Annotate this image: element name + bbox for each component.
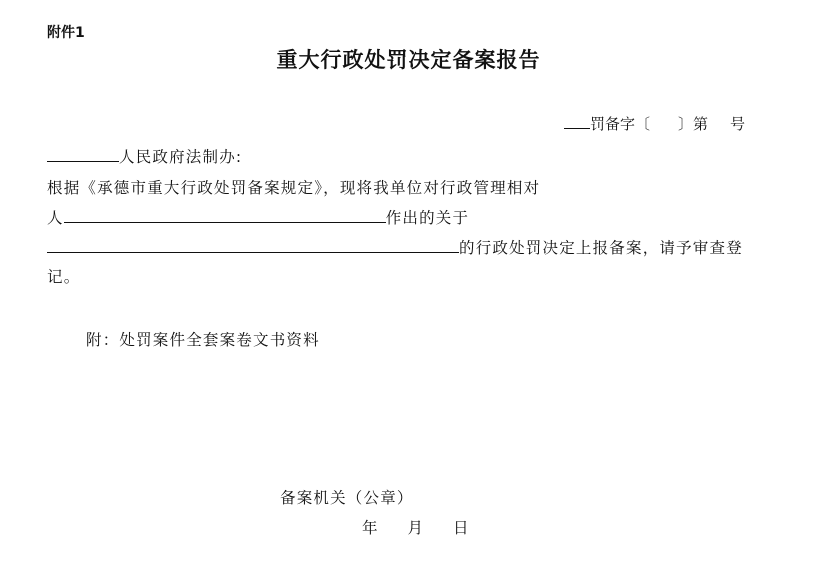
party-blank <box>64 208 386 223</box>
date-line <box>362 516 469 538</box>
doc-number-middle: 〕第 <box>678 115 709 133</box>
body-line-1: 根据《承德市重大行政处罚备案规定》，现将我单位对行政管理相对 <box>47 179 541 197</box>
body-line-2-end: 作出的关于 <box>385 209 470 227</box>
body-line-4: 记。 <box>47 268 81 286</box>
body-line-3-end: 的行政处罚决定上报备案，请予审查登 <box>459 239 743 257</box>
addressee-blank <box>47 147 119 162</box>
matter-blank <box>47 238 459 253</box>
date-month: 月 <box>407 519 424 537</box>
body-line-2 <box>47 206 469 228</box>
document-number <box>564 113 745 134</box>
document-title: 重大行政处罚决定备案报告 <box>276 48 541 72</box>
date-day: 日 <box>453 519 469 537</box>
attachment-label: 附件1 <box>47 25 85 41</box>
number-blank-prefix <box>564 114 590 129</box>
filing-organization: 备案机关（公章） <box>280 489 414 507</box>
body-line-3 <box>47 236 743 258</box>
date-year: 年 <box>362 519 378 537</box>
addressee-text: 人民政府法制办: <box>119 148 243 166</box>
attachment-note: 附：处罚案件全套案卷文书资料 <box>86 331 320 349</box>
body-line-2-start: 人 <box>47 209 64 227</box>
addressee-line <box>47 145 242 167</box>
doc-number-prefix: 罚备字〔 <box>590 115 651 133</box>
doc-number-suffix: 号 <box>730 115 746 133</box>
